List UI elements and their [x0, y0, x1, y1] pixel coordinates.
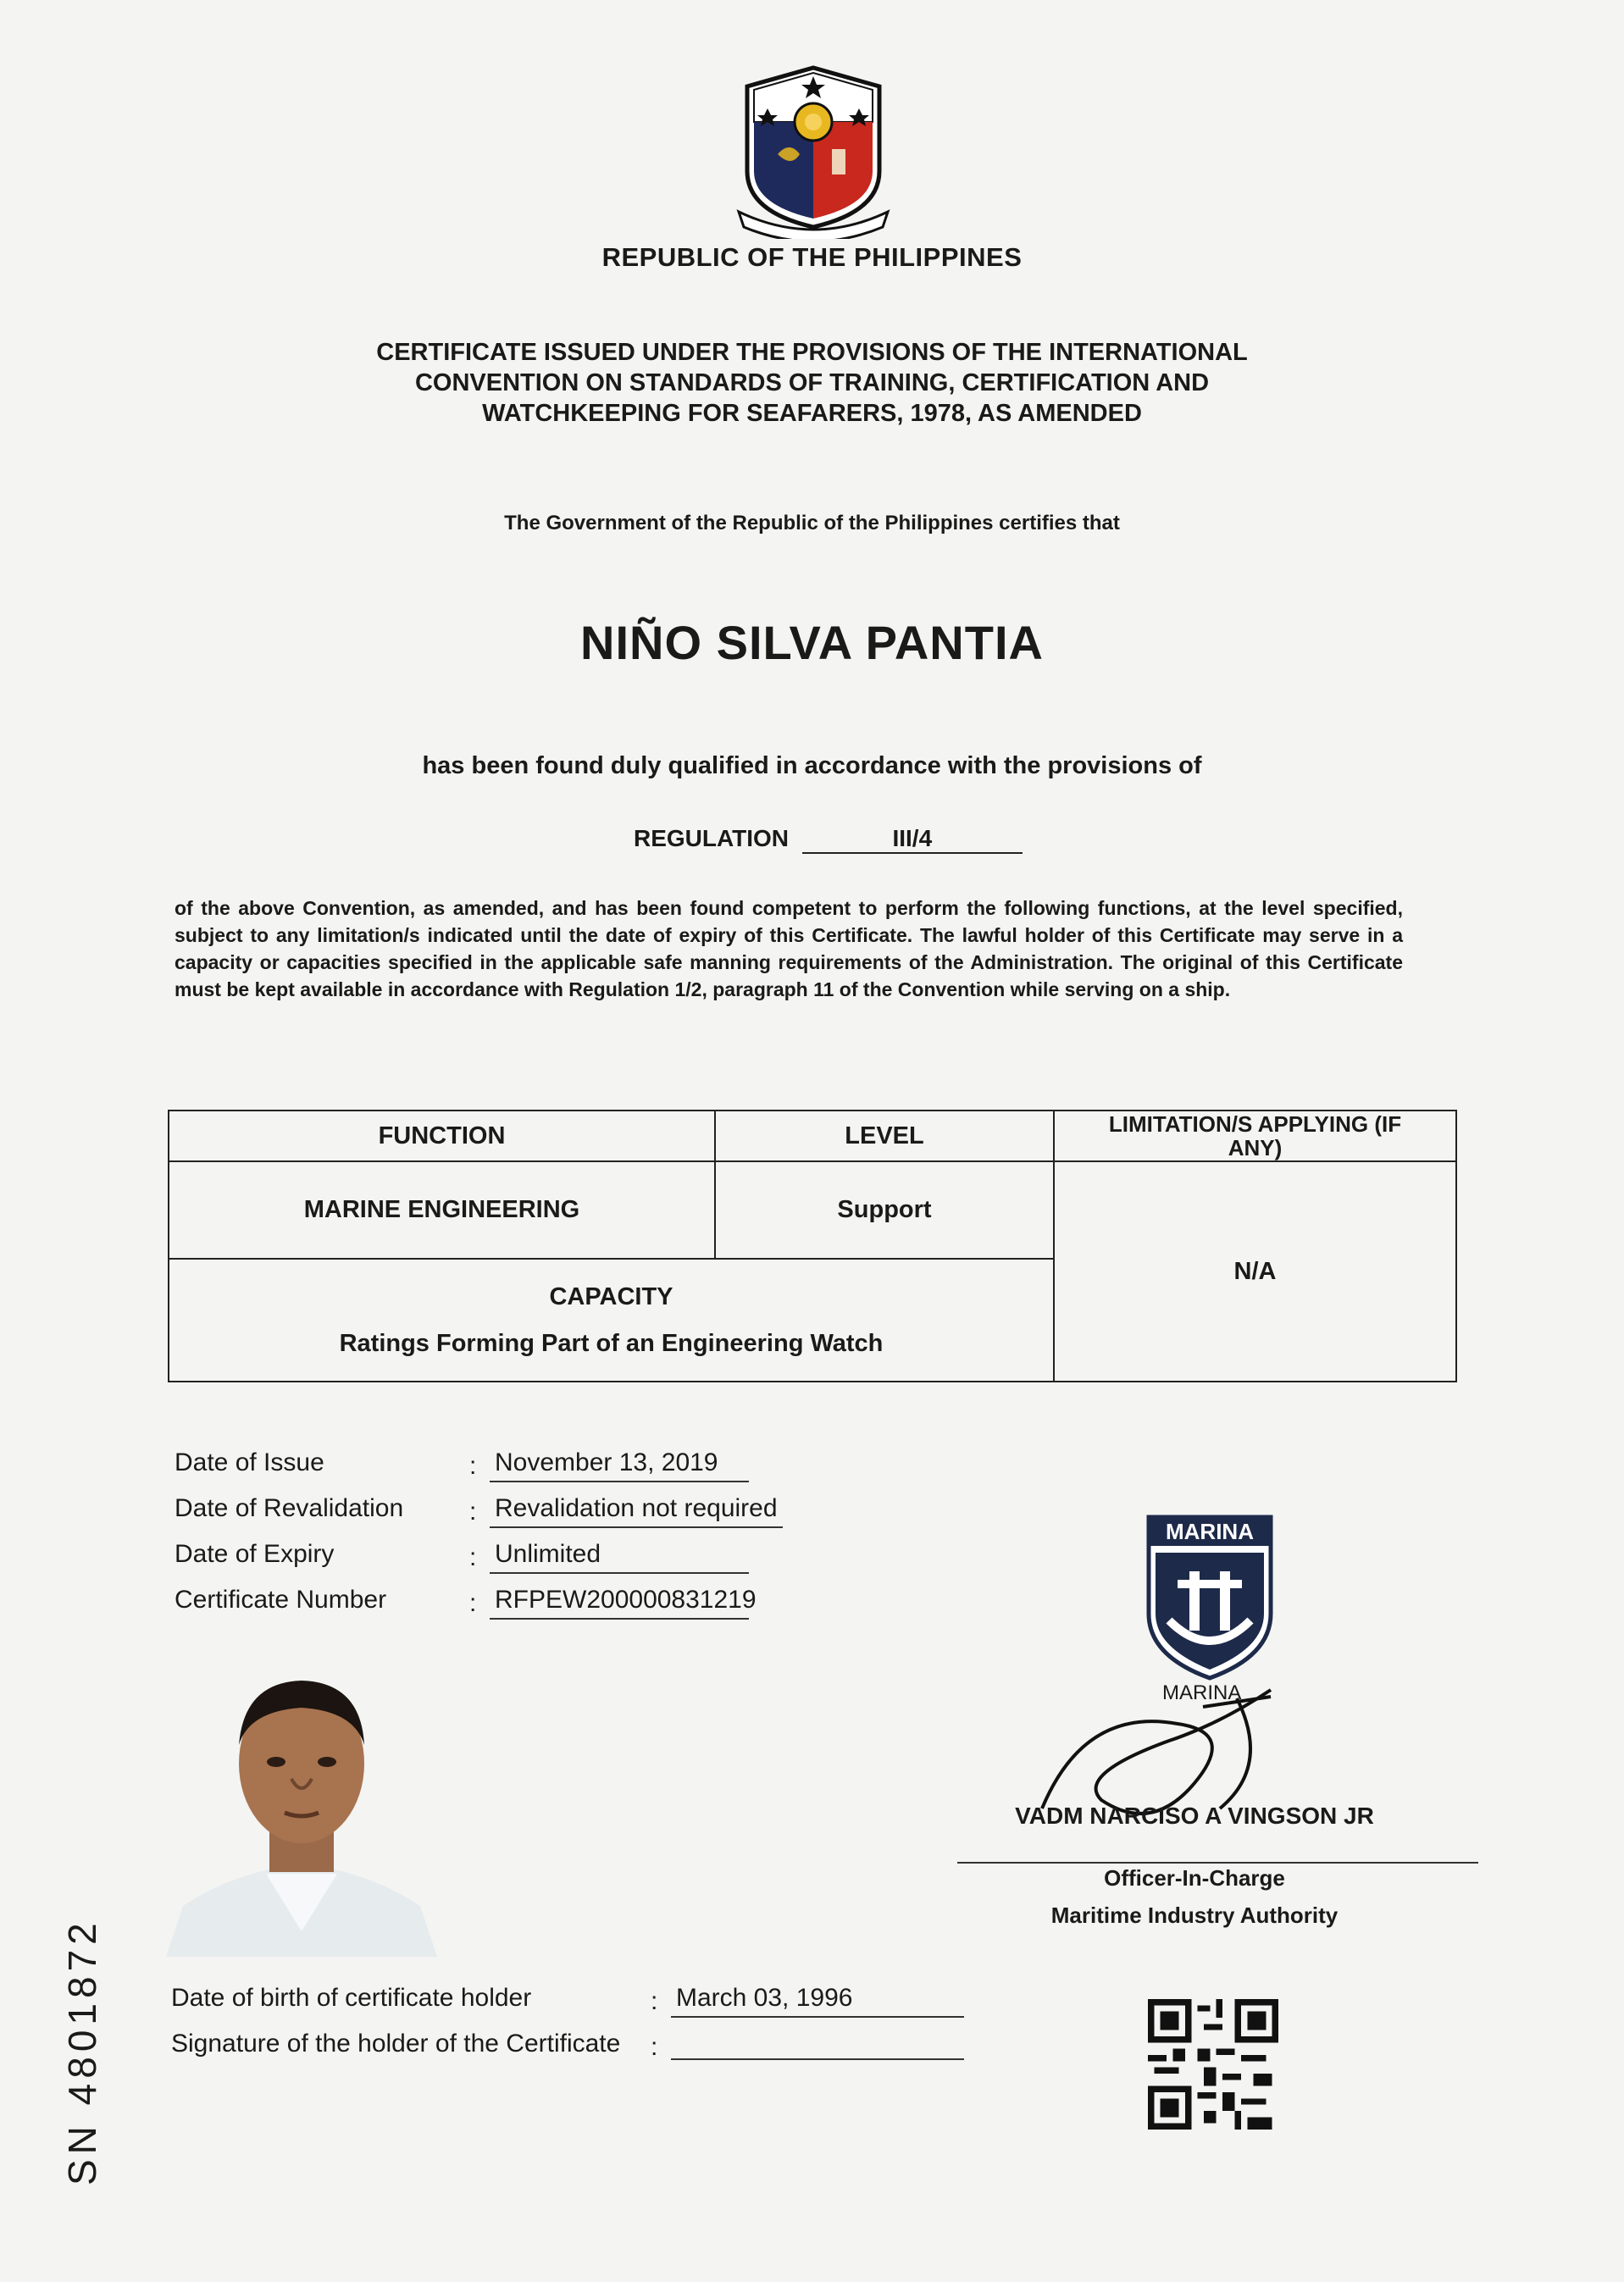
serial-number: SN 4801872: [60, 1918, 104, 2185]
date-of-issue-label: Date of Issue: [175, 1448, 324, 1476]
signature-line: [957, 1862, 1478, 1864]
dob-label: Date of birth of certificate holder: [171, 1984, 532, 2012]
colon: :: [469, 1543, 477, 1571]
dob-value: March 03, 1996: [671, 1984, 964, 2018]
officer-name: VADM NARCISO A VINGSON JR: [1015, 1803, 1374, 1829]
regulation-line: [634, 825, 1023, 854]
certificate-number-value: RFPEW200000831219: [490, 1586, 749, 1620]
colon: :: [469, 1498, 477, 1526]
level-value: Support: [715, 1161, 1054, 1259]
colon: :: [469, 1589, 477, 1617]
country-heading: REPUBLIC OF THE PHILIPPINES: [601, 242, 1023, 272]
date-of-issue-value: November 13, 2019: [490, 1448, 749, 1482]
date-of-revalidation-value: Revalidation not required: [490, 1494, 783, 1528]
provisions-line: WATCHKEEPING FOR SEAFARERS, 1978, AS AMENDED: [482, 400, 1142, 427]
colon: :: [651, 2033, 658, 2061]
provisions-line: CERTIFICATE ISSUED UNDER THE PROVISIONS OF THE INTERNATIONAL: [376, 339, 1248, 366]
certifies-statement: The Government of the Republic of the Philippines certifies that: [504, 512, 1120, 534]
officer-title: Officer-In-Charge: [1104, 1865, 1285, 1891]
capacity-label: CAPACITY: [549, 1282, 673, 1310]
provisions-line: CONVENTION ON STANDARDS OF TRAINING, CERTIFICATION AND: [414, 369, 1210, 396]
function-value: MARINE ENGINEERING: [169, 1161, 715, 1259]
holder-signature-value: [671, 2030, 964, 2060]
regulation-value: III/4: [802, 825, 1023, 854]
capacity-cell: [169, 1259, 1054, 1382]
certificate-number-label: Certificate Number: [175, 1586, 387, 1614]
date-of-expiry-label: Date of Expiry: [175, 1540, 335, 1568]
holder-name: NIÑO SILVA PANTIA: [580, 616, 1044, 669]
provisions-heading: [0, 337, 1624, 429]
marina-caption: MARINA: [1162, 1681, 1242, 1704]
philippine-seal-icon: [730, 61, 896, 239]
marina-logo-text: MARINA: [1166, 1519, 1254, 1544]
holder-signature-label: Signature of the holder of the Certificate: [171, 2030, 621, 2058]
date-of-expiry-value: Unlimited: [490, 1540, 749, 1574]
qr-code: [1148, 1999, 1278, 2130]
marina-logo: [1144, 1512, 1276, 1681]
level-header: LEVEL: [715, 1111, 1054, 1161]
limitations-header: LIMITATION/S APPLYING (IF ANY): [1054, 1111, 1456, 1161]
holder-photo: [166, 1652, 437, 1957]
competency-paragraph: of the above Convention, as amended, and has been found competent to perform the following functions, at the level specified, subject to any limitation/s indicated until the date of expiry of this Certificate. The lawful holder of this Certificate may serve in a capacity or capacities specified in the applicable safe manning requirements of the Administration. The original of this Certificate must be kept available in accordance with Regulation 1/2, paragraph 11 of the Convention while serving on a ship.: [175, 897, 1403, 1000]
officer-organization: Maritime Industry Authority: [1050, 1903, 1339, 1928]
function-table: [168, 1110, 1457, 1382]
qualified-statement: has been found duly qualified in accordance with the provisions of: [422, 752, 1202, 779]
colon: :: [469, 1452, 477, 1480]
limitations-value: N/A: [1054, 1161, 1456, 1382]
colon: :: [651, 1987, 658, 2015]
regulation-label: REGULATION: [634, 825, 790, 851]
capacity-value: Ratings Forming Part of an Engineering Watch: [339, 1329, 884, 1357]
date-of-revalidation-label: Date of Revalidation: [175, 1494, 404, 1522]
function-header: FUNCTION: [169, 1111, 715, 1161]
